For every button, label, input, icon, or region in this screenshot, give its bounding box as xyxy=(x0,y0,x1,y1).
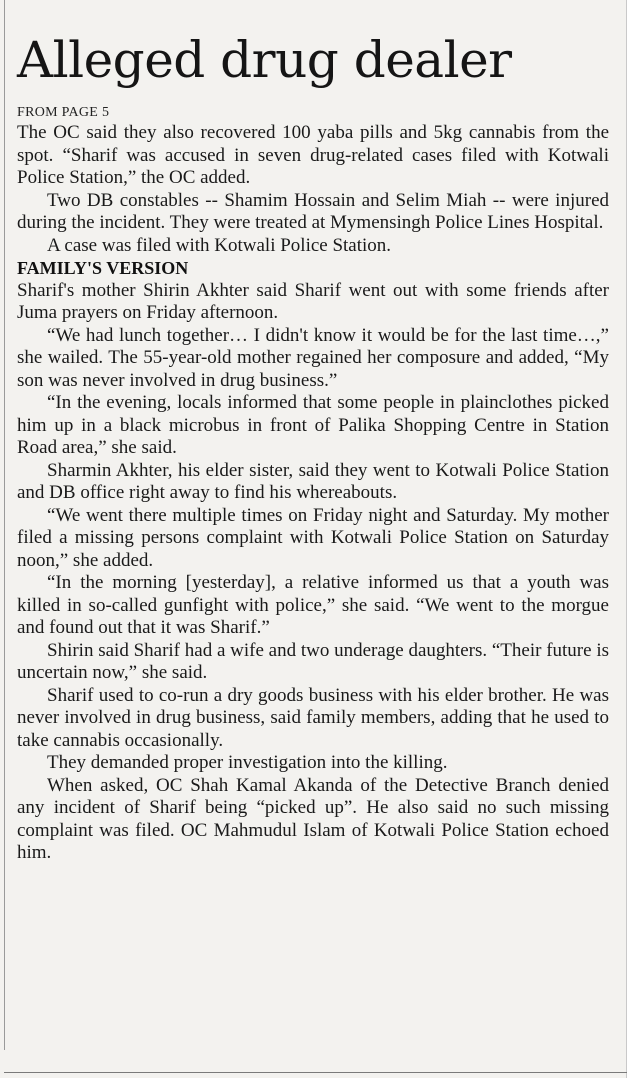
paragraph-4: Sharif's mother Shirin Akhter said Sharif went out with some friends after Juma prayers on Friday afternoon. xyxy=(17,279,609,323)
paragraph-5: “We had lunch together… I didn't know it would be for the last time…,” she wailed. The 55-year-old mother regained her composure and added, “My son was never involved in drug business.” xyxy=(17,324,609,391)
paragraph-12: They demanded proper investigation into the killing. xyxy=(47,752,448,773)
paragraph-8: “We went there multiple times on Friday night and Saturday. My mother filed a missing persons complaint with Kotwali Police Station on Saturday noon,” she added. xyxy=(17,504,609,571)
article-body xyxy=(17,122,609,865)
paragraph-1: The OC said they also recovered 100 yaba pills and 5kg cannabis from the spot. “Sharif was accused in seven drug-related cases filed with Kotwali Police Station,” the OC added. xyxy=(17,122,609,188)
article xyxy=(17,0,609,865)
paragraph-7: Sharmin Akhter, his elder sister, said they went to Kotwali Police Station and DB office right away to find his whereabouts. xyxy=(17,459,609,503)
paragraph-13: When asked, OC Shah Kamal Akanda of the Detective Branch denied any incident of Sharif being “picked up”. He also said no such missing complaint was filed. OC Mahmudul Islam of Kotwali Police Station echoed him. xyxy=(17,774,609,863)
paragraph-11: Sharif used to co-run a dry goods business with his elder brother. He was never involved in drug business, said family members, adding that he used to take cannabis occasionally. xyxy=(17,684,609,751)
paragraph-3: A case was filed with Kotwali Police Station. xyxy=(47,234,392,256)
subhead: FAMILY'S VERSION xyxy=(17,258,189,278)
jump-line: FROM PAGE 5 xyxy=(17,105,110,120)
paragraph-10: Shirin said Sharif had a wife and two underage daughters. “Their future is uncertain now,” she said. xyxy=(17,639,609,683)
paragraph-6: “In the evening, locals informed that some people in plainclothes picked him up in a black microbus in front of Palika Shopping Centre in Station Road area,” she said. xyxy=(17,392,609,458)
column-rule-bottom xyxy=(4,1072,627,1073)
paragraph-2: Two DB constables -- Shamim Hossain and Selim Miah -- were injured during the incident. They were treated at Mymensingh Police Lines Hospital. xyxy=(17,189,609,233)
paragraph-9: “In the morning [yesterday], a relative informed us that a youth was killed in so-called gunfight with police,” she said. “We went to the morgue and found out that it was Sharif.” xyxy=(17,572,609,638)
column-rule-left xyxy=(4,0,5,1050)
headline: Alleged drug dealer xyxy=(17,31,512,89)
